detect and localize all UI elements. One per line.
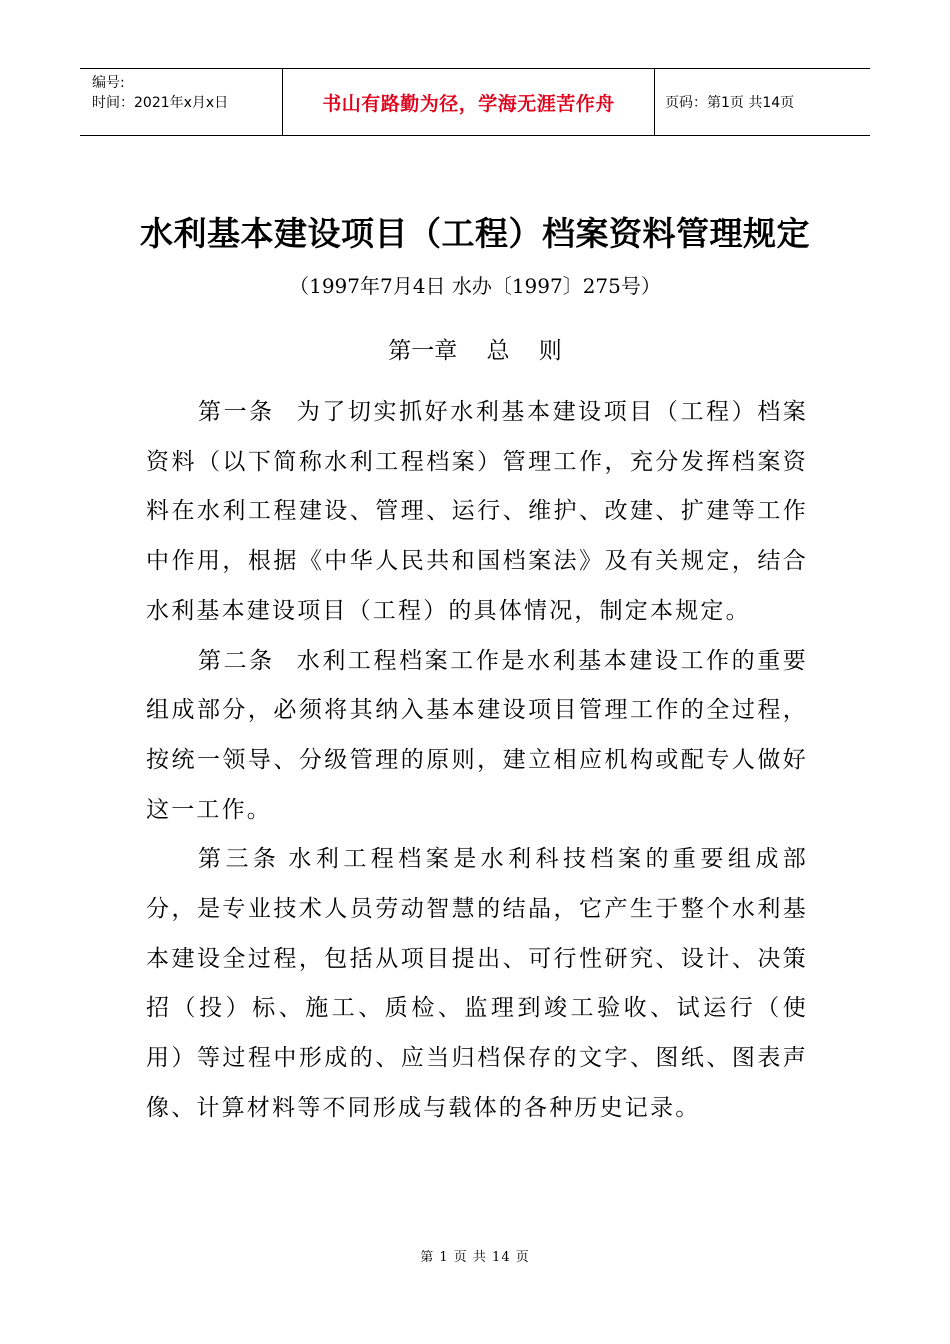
chapter-heading: 第一章 总 则 — [388, 338, 562, 364]
article-paragraph — [146, 637, 808, 836]
article-paragraph — [146, 835, 808, 1133]
page-info-text: 页码：第1页 共14页 — [665, 95, 795, 111]
document-body — [146, 388, 808, 1134]
document-subtitle: （1997年7月4日 水办〔1997〕275号） — [289, 274, 661, 298]
document-title: 水利基本建设项目（工程）档案资料管理规定 — [140, 214, 810, 253]
motto-text: 书山有路勤为径，学海无涯苦作舟 — [322, 92, 615, 115]
header-motto — [282, 69, 655, 135]
header-page-info — [655, 69, 870, 135]
document-number-label: 编号: — [92, 75, 125, 91]
article-text: 水利工程档案是水利科技档案的重要组成部分，是专业技术人员劳动智慧的结晶，它产生于整个水利基本建设全过程，包括从项目提出、可行性研究、设计、决策招（投）标、施工、质检、监理到竣工验收、试运行（使用）等过程中形成的、应当归档保存的文字、图纸、图表声像、计算材料等不同形成与载体的各种历史记录。 — [146, 846, 808, 1121]
document-time-label: 时间：2021年x月x日 — [92, 95, 229, 111]
article-text: 为了切实抓好水利基本建设项目（工程）档案资料（以下简称水利工程档案）管理工作，充分发挥档案资料在水利工程建设、管理、运行、维护、改建、扩建等工作中作用，根据《中华人民共和国档案法》及有关规定，结合水利基本建设项目（工程）的具体情况，制定本规定。 — [146, 399, 808, 624]
article-label: 第一条 — [198, 399, 275, 425]
article-paragraph — [146, 388, 808, 637]
article-label: 第三条 — [198, 846, 281, 873]
header-meta — [80, 69, 282, 135]
article-label: 第二条 — [198, 647, 275, 674]
article-text: 水利工程档案工作是水利基本建设工作的重要组成部分，必须将其纳入基本建设项目管理工作的全过程，按统一领导、分级管理的原则，建立相应机构或配专人做好这一工作。 — [146, 647, 808, 823]
page-footer: 第 1 页 共 14 页 — [420, 1250, 530, 1265]
page-header — [80, 68, 870, 136]
